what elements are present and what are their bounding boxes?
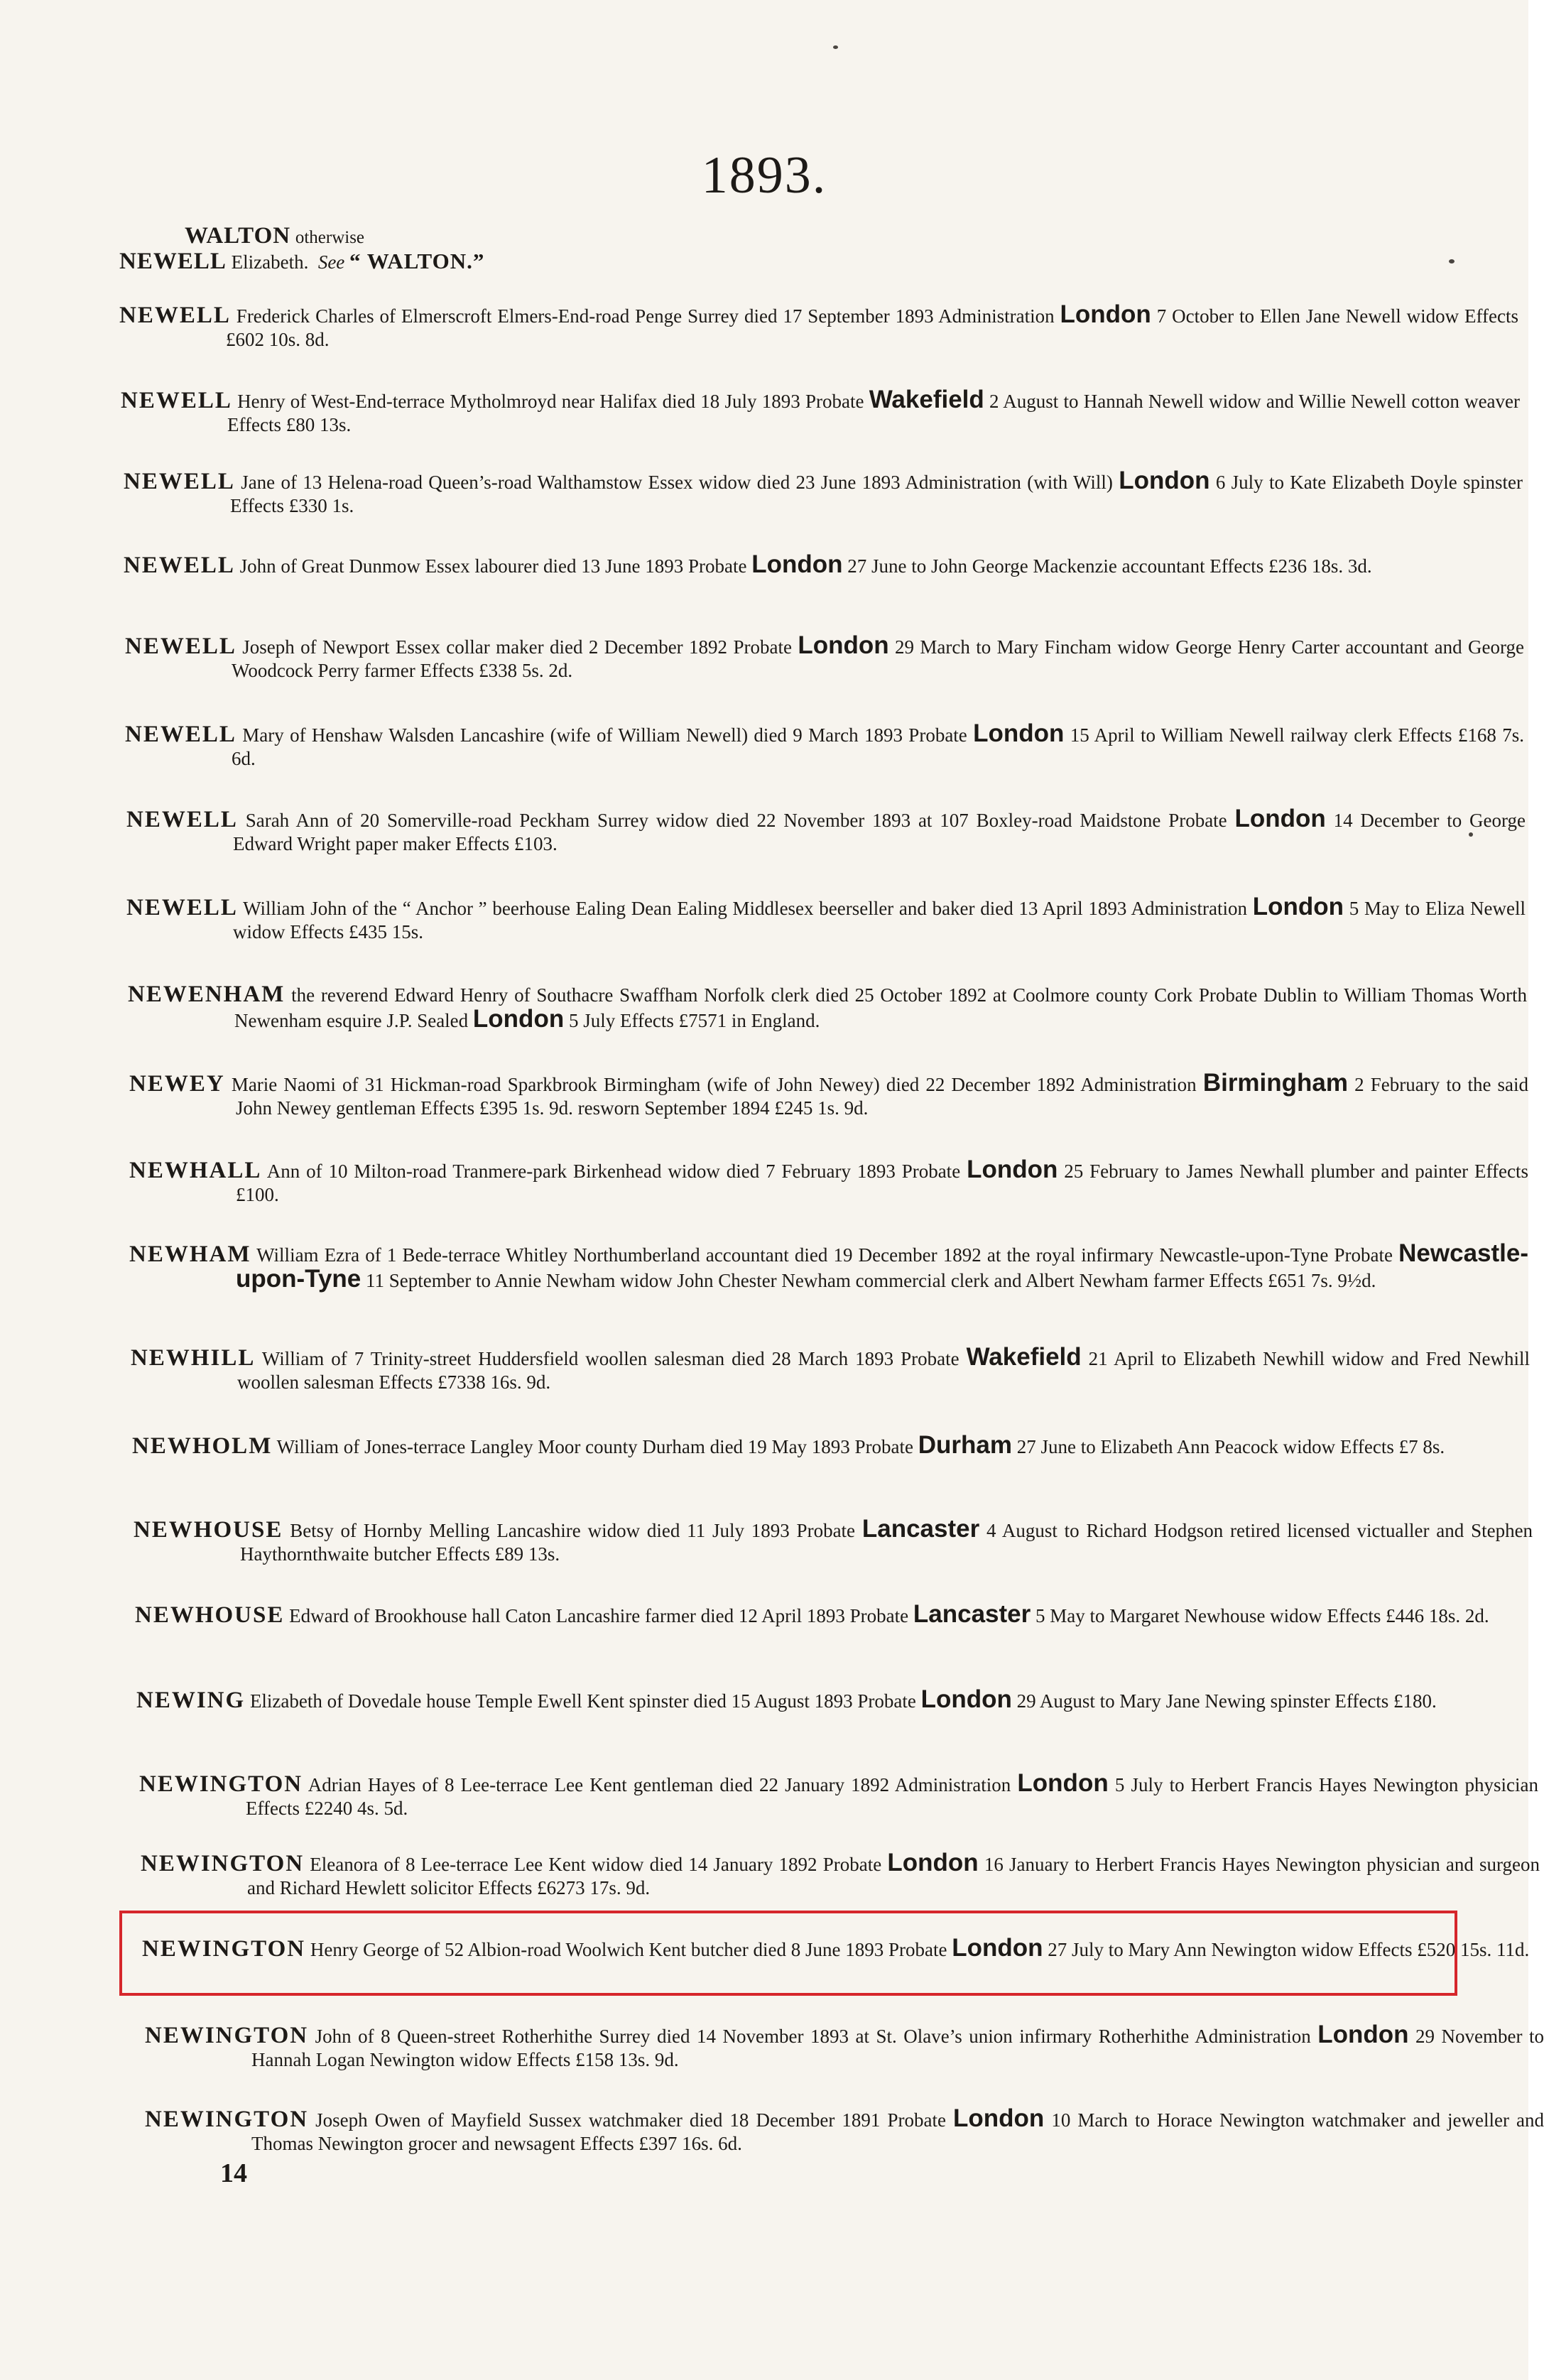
register-entry (131, 1345, 1530, 1394)
entry-place: London (920, 1685, 1012, 1713)
entry-surname: NEWHOLM (132, 1433, 273, 1459)
cross-reference-given-name: Elizabeth. (231, 251, 309, 273)
entry-text: 29 August to Mary Jane Newing spinster Effects £180. (1016, 1690, 1437, 1712)
entry-text: 5 July Effects £7571 in England. (568, 1010, 820, 1031)
entry-text: the reverend Edward Henry of Southacre Swaffham Norfolk clerk died 25 October 1892 at Coolmore county Cork Probate Dublin to William Thomas Worth Newenham esquire J.P. Sealed (234, 984, 1527, 1031)
entry-text: 10 March to Horace Newington watchmaker and jeweller and Thomas Newington grocer and newsagent Effects £397 16s. 6d. (251, 2109, 1544, 2154)
entry-text: 27 July to Mary Ann Newington widow Effects £520 15s. 11d. (1048, 1939, 1530, 1960)
entry-surname: NEWHOUSE (134, 1517, 283, 1543)
cross-reference-other-surname: WALTON (185, 223, 291, 249)
register-entry (135, 1602, 1534, 1628)
entry-place: London (798, 631, 889, 659)
entry-surname: NEWENHAM (128, 982, 286, 1007)
register-entry (134, 1517, 1533, 1566)
register-entry (125, 631, 1525, 683)
entry-surname: NEWHOUSE (135, 1602, 285, 1628)
entry-text: Henry of West-End-terrace Mytholmroyd near Halifax died 18 July 1893 Probate (237, 391, 864, 412)
entry-text: Eleanora of 8 Lee-terrace Lee Kent widow died 14 January 1892 Probate (310, 1854, 882, 1875)
entry-place: London (973, 719, 1065, 747)
register-entry (132, 1433, 1531, 1459)
entry-place: London (751, 550, 843, 578)
entry-place: Durham (918, 1431, 1013, 1459)
entry-place: London (1060, 300, 1151, 328)
register-entry (129, 1241, 1528, 1293)
ink-speck (1449, 259, 1455, 263)
entry-surname: NEWELL (124, 469, 235, 494)
entry-text: Ann of 10 Milton-road Tranmere-park Birkenhead widow died 7 February 1893 Probate (266, 1161, 961, 1182)
register-entry (145, 2104, 1544, 2156)
entry-text: 27 June to John George Mackenzie accountant Effects £236 18s. 3d. (847, 555, 1372, 577)
entry-text: 5 May to Eliza Newell widow Effects £435 15s. (233, 898, 1526, 942)
cross-reference-see: See (317, 251, 345, 273)
entry-text: William John of the “ Anchor ” beerhouse Ealing Dean Ealing Middlesex beerseller and baker died 13 April 1893 Administration (243, 898, 1248, 919)
cross-reference-entry (119, 224, 1327, 274)
entry-text: Jane of 13 Helena-road Queen’s-road Walthamstow Essex widow died 23 June 1893 Administration (with Will) (241, 472, 1113, 493)
entry-text: 11 September to Annie Newham widow John Chester Newham commercial clerk and Albert Newham farmer Effects £651 7s. 9½d. (366, 1270, 1376, 1291)
entry-place: London (952, 1934, 1043, 1962)
entry-surname: NEWINGTON (139, 1771, 303, 1797)
entry-text: 4 August to Richard Hodgson retired licensed victualler and Stephen Haythornthwaite butcher Effects £89 13s. (240, 1520, 1533, 1565)
entry-surname: NEWINGTON (145, 2023, 309, 2048)
entry-text: 25 February to James Newhall plumber and painter Effects £100. (236, 1161, 1529, 1205)
entry-surname: NEWING (136, 1688, 246, 1713)
entry-text: William of Jones-terrace Langley Moor county Durham died 19 May 1893 Probate (276, 1436, 914, 1457)
entry-surname: NEWINGTON (145, 2107, 309, 2132)
register-entry (124, 469, 1523, 518)
entry-text: 14 December to George Edward Wright paper maker Effects £103. (233, 810, 1526, 854)
entry-text: 21 April to Elizabeth Newhill widow and Fred Newhill woollen salesman Effects £7338 16s. 9d. (237, 1348, 1531, 1393)
entry-text: 27 June to Elizabeth Ann Peacock widow Effects £7 8s. (1016, 1436, 1445, 1457)
entry-text: Joseph of Newport Essex collar maker died 2 December 1892 Probate (242, 636, 792, 658)
entry-text: Sarah Ann of 20 Somerville-road Peckham Surrey widow died 22 November 1893 at 107 Boxley-road Maidstone Probate (245, 810, 1227, 831)
entry-text: Henry George of 52 Albion-road Woolwich Kent butcher died 8 June 1893 Probate (310, 1939, 947, 1960)
entry-text: Frederick Charles of Elmerscroft Elmers-End-road Penge Surrey died 17 September 1893 Administration (236, 305, 1055, 327)
register-entry (124, 550, 1523, 578)
entry-place: London (1017, 1769, 1109, 1797)
cross-reference-line-2 (119, 249, 1327, 274)
entry-surname: NEWELL (124, 553, 235, 578)
register-entry (126, 807, 1526, 856)
entry-place: London (1317, 2021, 1409, 2048)
entry-text: 5 July to Herbert Francis Hayes Newington physician Effects £2240 4s. 5d. (246, 1774, 1539, 1819)
entry-place: London (967, 1156, 1058, 1183)
register-entry (121, 388, 1520, 437)
entry-text: 15 April to William Newell railway clerk Effects £168 7s. 6d. (232, 724, 1525, 769)
register-entry (128, 983, 1527, 1033)
entry-text: Elizabeth of Dovedale house Temple Ewell Kent spinster died 15 August 1893 Probate (249, 1690, 916, 1712)
entry-surname: NEWINGTON (142, 1936, 306, 1962)
entry-place: Wakefield (966, 1343, 1082, 1371)
entry-surname: NEWEY (129, 1071, 225, 1097)
entry-text: 29 November to Hannah Logan Newington widow Effects £158 13s. 9d. (251, 2026, 1544, 2070)
highlight-box (119, 1911, 1457, 1996)
register-entry (129, 1158, 1528, 1207)
register-entry (125, 719, 1525, 771)
entry-surname: NEWHAM (129, 1241, 251, 1267)
register-entry (126, 895, 1526, 944)
entry-surname: NEWELL (119, 303, 231, 328)
cross-reference-line-1 (119, 224, 1327, 249)
register-entry (139, 1771, 1538, 1820)
entry-text: 2 February to the said John Newey gentleman Effects £395 1s. 9d. resworn September 1894 £245 1s. 9d. (236, 1074, 1529, 1119)
register-entry (136, 1685, 1535, 1713)
entry-surname: NEWHILL (131, 1345, 256, 1371)
entry-text: 29 March to Mary Fincham widow George Henry Carter accountant and George Woodcock Perry farmer Effects £338 5s. 2d. (232, 636, 1525, 681)
entry-surname: NEWELL (125, 634, 237, 659)
entry-text: John of 8 Queen-street Rotherhithe Surrey died 14 November 1893 at St. Olave’s union infirmary Rotherhithe Administration (315, 2026, 1311, 2047)
page-number: 14 (220, 2158, 247, 2188)
entry-text: 16 January to Herbert Francis Hayes Newington physician and surgeon and Richard Hewlett solicitor Effects £6273 17s. 9d. (247, 1854, 1540, 1898)
entry-text: Mary of Henshaw Walsden Lancashire (wife of William Newell) died 9 March 1893 Probate (242, 724, 967, 746)
entry-surname: NEWELL (125, 722, 237, 747)
entry-surname: NEWELL (126, 807, 238, 832)
entry-surname: NEWINGTON (141, 1851, 305, 1876)
entry-place: Newcastle-upon-Tyne (236, 1239, 1529, 1293)
entry-place: Lancaster (861, 1515, 980, 1543)
entry-text: Betsy of Hornby Melling Lancashire widow died 11 July 1893 Probate (290, 1520, 856, 1541)
entry-place: Birmingham (1202, 1069, 1349, 1097)
entry-text: 6 July to Kate Elizabeth Doyle spinster Effects £330 1s. (230, 472, 1523, 516)
entry-text: 5 May to Margaret Newhouse widow Effects £446 18s. 2d. (1035, 1605, 1489, 1626)
register-entry (145, 2023, 1544, 2072)
ink-speck (833, 45, 838, 49)
entry-place: London (887, 1849, 979, 1876)
cross-reference-otherwise: otherwise (295, 228, 365, 247)
entry-text: Marie Naomi of 31 Hickman-road Sparkbrook Birmingham (wife of John Newey) died 22 December 1892 Administration (231, 1074, 1197, 1095)
register-entry (129, 1071, 1528, 1120)
entry-text: William of 7 Trinity-street Huddersfield woollen salesman died 28 March 1893 Probate (261, 1348, 959, 1369)
entry-place: London (1234, 805, 1326, 832)
page-year: 1893. (701, 146, 827, 205)
entry-place: Lancaster (913, 1600, 1031, 1628)
entry-text: Adrian Hayes of 8 Lee-terrace Lee Kent gentleman died 22 January 1892 Administration (308, 1774, 1011, 1795)
entry-place: London (1119, 467, 1210, 494)
entry-place: London (953, 2104, 1045, 2132)
register-entry (141, 1851, 1540, 1900)
entry-text: Joseph Owen of Mayfield Sussex watchmaker died 18 December 1891 Probate (315, 2109, 946, 2131)
cross-reference-surname: NEWELL (119, 249, 227, 274)
entry-place: London (1252, 893, 1344, 920)
entry-text: 2 August to Hannah Newell widow and Willie Newell cotton weaver Effects £80 13s. (227, 391, 1521, 435)
entry-text: Edward of Brookhouse hall Caton Lancashire farmer died 12 April 1893 Probate (289, 1605, 909, 1626)
register-entry (119, 300, 1519, 352)
entry-text: William Ezra of 1 Bede-terrace Whitley Northumberland accountant died 19 December 1892 at the royal infirmary Newcastle-upon-Tyne Probate (256, 1244, 1393, 1266)
cross-reference-target: “ WALTON.” (349, 249, 485, 273)
entry-place: London (472, 1005, 565, 1033)
entry-surname: NEWHALL (129, 1158, 262, 1183)
entry-text: John of Great Dunmow Essex labourer died 13 June 1893 Probate (239, 555, 747, 577)
entry-surname: NEWELL (126, 895, 238, 920)
entry-surname: NEWELL (121, 388, 232, 413)
entry-text: 7 October to Ellen Jane Newell widow Effects £602 10s. 8d. (226, 305, 1519, 350)
entry-place: Wakefield (869, 386, 984, 413)
